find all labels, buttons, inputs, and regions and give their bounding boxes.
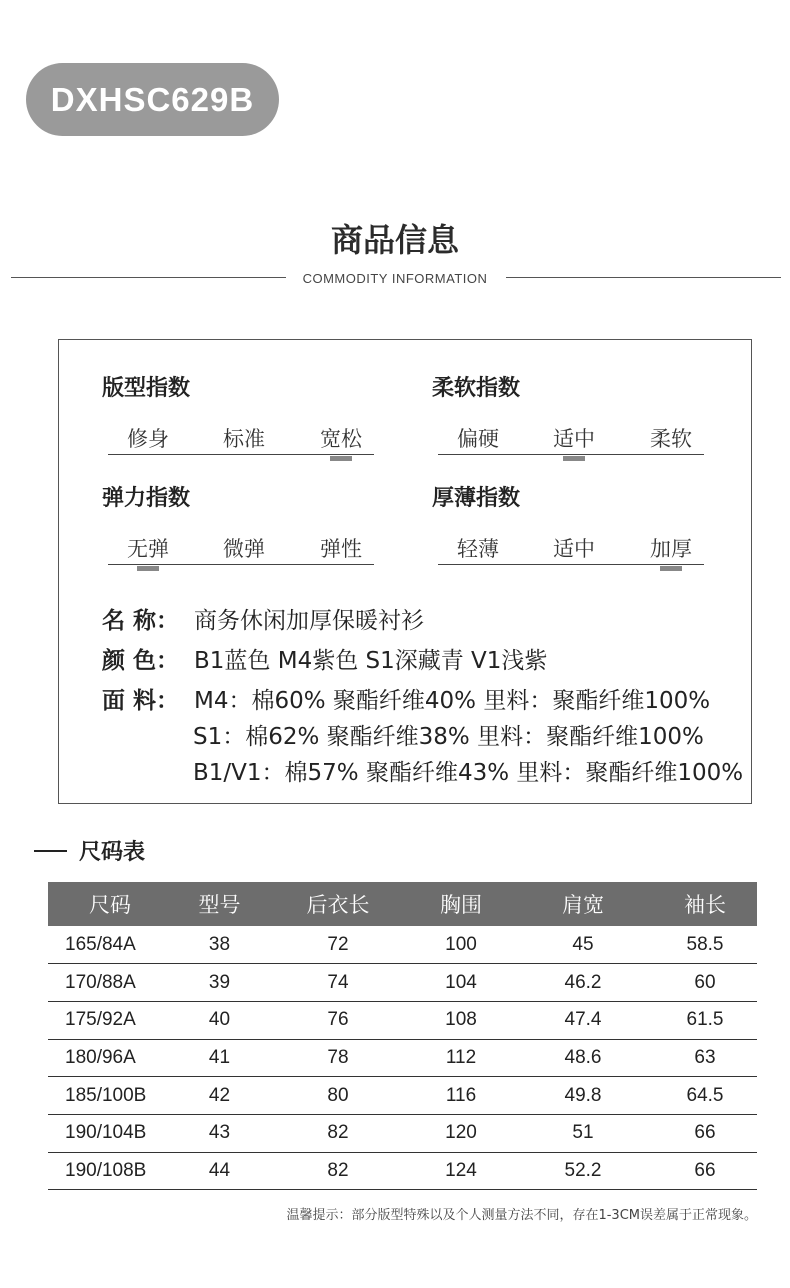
cell-model: 39 xyxy=(172,964,267,1002)
spec-name-label: 名 称： xyxy=(102,608,180,634)
cell-model: 40 xyxy=(172,1001,267,1039)
cell-sleeve: 66 xyxy=(653,1114,757,1152)
fit-option-3: 宽松 xyxy=(320,427,362,451)
cell-model: 38 xyxy=(172,926,267,964)
softness-option-2: 适中 xyxy=(553,427,595,451)
col-header-sleeve: 袖长 xyxy=(653,882,757,926)
elasticity-option-3: 弹性 xyxy=(320,537,362,561)
col-header-back-length: 后衣长 xyxy=(267,882,409,926)
spec-fabric-label: 面 料： xyxy=(102,688,180,714)
spec-fabric-line-1: M4：棉60% 聚酯纤维40% 里料：聚酯纤维100% xyxy=(194,688,711,714)
fit-index-scale xyxy=(108,423,374,451)
cell-size: 190/108B xyxy=(48,1152,172,1190)
cell-back-length: 74 xyxy=(267,964,409,1002)
spec-fabric-line-2: S1：棉62% 聚酯纤维38% 里料：聚酯纤维100% xyxy=(193,724,704,750)
cell-model: 44 xyxy=(172,1152,267,1190)
cell-sleeve: 66 xyxy=(653,1152,757,1190)
spec-name-value: 商务休闲加厚保暖衬衫 xyxy=(194,608,424,634)
cell-shoulder: 47.4 xyxy=(513,1001,653,1039)
table-row xyxy=(48,1152,757,1190)
table-row xyxy=(48,1114,757,1152)
divider-left xyxy=(11,277,286,278)
thickness-option-3: 加厚 xyxy=(650,537,692,561)
cell-back-length: 82 xyxy=(267,1152,409,1190)
softness-selected-marker xyxy=(563,456,585,461)
measurement-note: 温馨提示：部分版型特殊以及个人测量方法不同，存在1-3CM误差属于正常现象。 xyxy=(286,1208,757,1223)
elasticity-scale-line xyxy=(108,564,374,565)
table-row xyxy=(48,1001,757,1039)
cell-shoulder: 46.2 xyxy=(513,964,653,1002)
cell-model: 41 xyxy=(172,1039,267,1077)
thickness-index-title: 厚薄指数 xyxy=(432,486,521,511)
section-subtitle: COMMODITY INFORMATION xyxy=(302,270,488,286)
size-table xyxy=(48,882,757,1190)
cell-shoulder: 49.8 xyxy=(513,1077,653,1115)
cell-size: 190/104B xyxy=(48,1114,172,1152)
fit-index-title: 版型指数 xyxy=(102,376,191,401)
cell-sleeve: 63 xyxy=(653,1039,757,1077)
spec-color-label: 颜 色： xyxy=(102,648,180,674)
fit-selected-marker xyxy=(330,456,352,461)
product-code-badge: DXHSC629B xyxy=(26,63,279,136)
cell-back-length: 76 xyxy=(267,1001,409,1039)
cell-back-length: 82 xyxy=(267,1114,409,1152)
cell-shoulder: 51 xyxy=(513,1114,653,1152)
fit-scale-line xyxy=(108,454,374,455)
cell-chest: 108 xyxy=(409,1001,513,1039)
cell-chest: 124 xyxy=(409,1152,513,1190)
cell-chest: 120 xyxy=(409,1114,513,1152)
col-header-size: 尺码 xyxy=(48,882,172,926)
thickness-option-1: 轻薄 xyxy=(457,537,499,561)
softness-scale-line xyxy=(438,454,704,455)
cell-sleeve: 64.5 xyxy=(653,1077,757,1115)
product-info-box xyxy=(58,339,752,804)
cell-shoulder: 48.6 xyxy=(513,1039,653,1077)
cell-sleeve: 60 xyxy=(653,964,757,1002)
elasticity-index-scale xyxy=(108,533,374,561)
elasticity-selected-marker xyxy=(137,566,159,571)
col-header-chest: 胸围 xyxy=(409,882,513,926)
softness-option-3: 柔软 xyxy=(650,427,692,451)
cell-back-length: 78 xyxy=(267,1039,409,1077)
spec-fabric-row xyxy=(102,682,710,715)
col-header-shoulder: 肩宽 xyxy=(513,882,653,926)
softness-index-title: 柔软指数 xyxy=(432,376,521,401)
elasticity-option-2: 微弹 xyxy=(223,537,265,561)
col-header-model: 型号 xyxy=(172,882,267,926)
spec-name-row xyxy=(102,602,424,635)
cell-chest: 112 xyxy=(409,1039,513,1077)
cell-back-length: 72 xyxy=(267,926,409,964)
thickness-selected-marker xyxy=(660,566,682,571)
heading-dash xyxy=(34,850,67,852)
cell-back-length: 80 xyxy=(267,1077,409,1115)
thickness-scale-line xyxy=(438,564,704,565)
cell-shoulder: 45 xyxy=(513,926,653,964)
section-title: 商品信息 xyxy=(330,221,459,259)
cell-size: 170/88A xyxy=(48,964,172,1002)
spec-color-row xyxy=(102,642,547,675)
spec-color-value: B1蓝色 M4紫色 S1深藏青 V1浅紫 xyxy=(194,648,548,674)
table-row xyxy=(48,964,757,1002)
cell-chest: 116 xyxy=(409,1077,513,1115)
cell-sleeve: 61.5 xyxy=(653,1001,757,1039)
fit-option-2: 标准 xyxy=(223,427,265,451)
size-table-header-row xyxy=(48,882,757,926)
elasticity-option-1: 无弹 xyxy=(127,537,169,561)
softness-index-scale xyxy=(438,423,704,451)
cell-shoulder: 52.2 xyxy=(513,1152,653,1190)
cell-chest: 100 xyxy=(409,926,513,964)
fit-option-1: 修身 xyxy=(127,427,169,451)
cell-size: 185/100B xyxy=(48,1077,172,1115)
softness-option-1: 偏硬 xyxy=(457,427,499,451)
cell-model: 43 xyxy=(172,1114,267,1152)
section-subtitle-row xyxy=(0,269,790,287)
thickness-index-scale xyxy=(438,533,704,561)
elasticity-index-title: 弹力指数 xyxy=(102,486,191,511)
spec-fabric-line-3: B1/V1：棉57% 聚酯纤维43% 里料：聚酯纤维100% xyxy=(193,760,744,786)
table-row xyxy=(48,1077,757,1115)
cell-chest: 104 xyxy=(409,964,513,1002)
table-row xyxy=(48,1039,757,1077)
thickness-option-2: 适中 xyxy=(553,537,595,561)
cell-size: 175/92A xyxy=(48,1001,172,1039)
size-table-heading xyxy=(34,835,145,866)
divider-right xyxy=(506,277,781,278)
cell-sleeve: 58.5 xyxy=(653,926,757,964)
cell-model: 42 xyxy=(172,1077,267,1115)
cell-size: 165/84A xyxy=(48,926,172,964)
cell-size: 180/96A xyxy=(48,1039,172,1077)
size-table-heading-text: 尺码表 xyxy=(79,840,146,865)
table-row xyxy=(48,926,757,964)
